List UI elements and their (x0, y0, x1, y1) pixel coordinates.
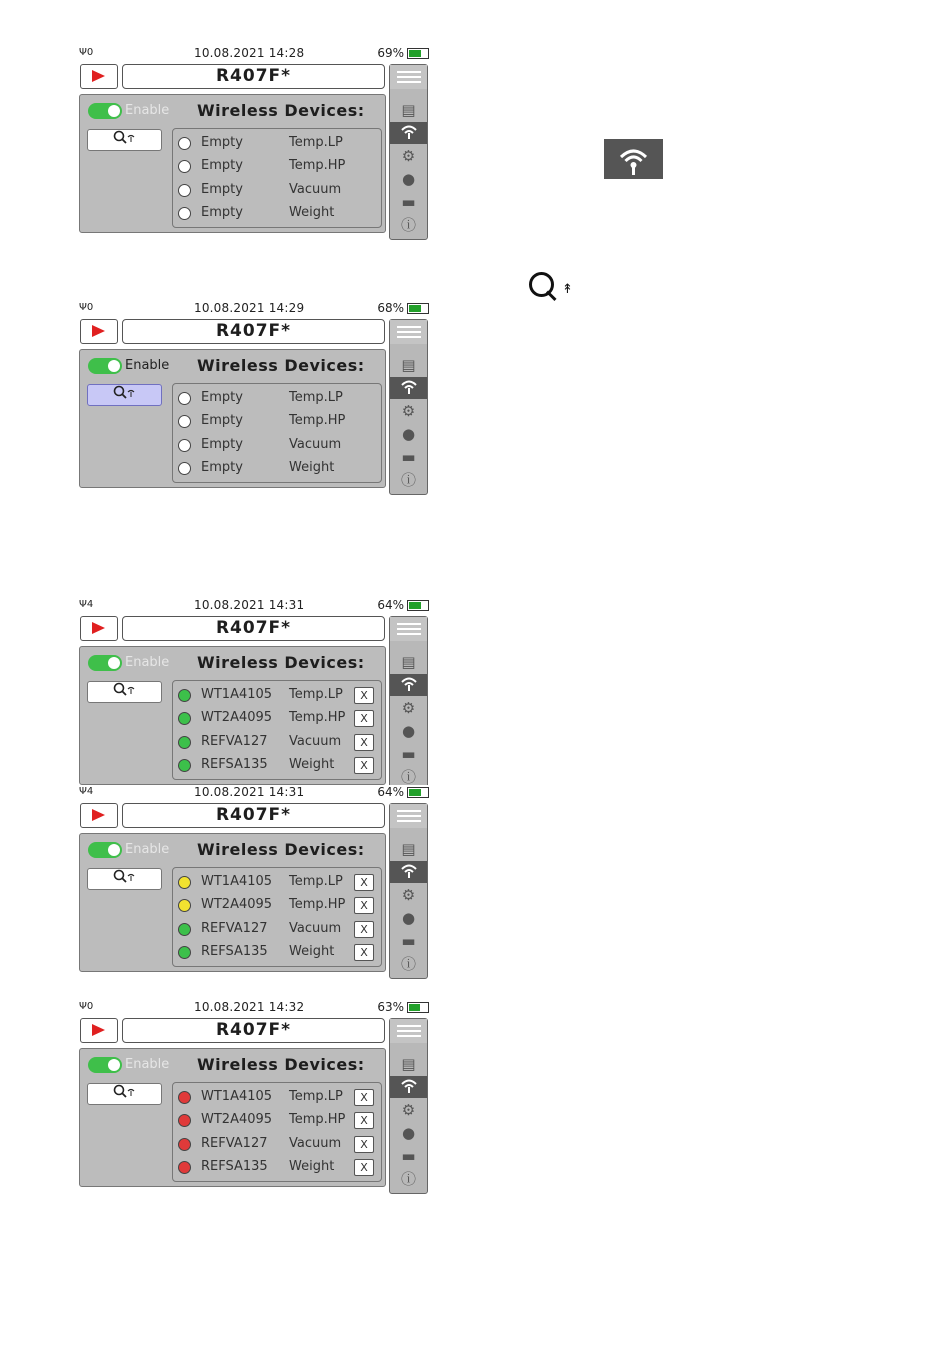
device-row[interactable] (173, 179, 381, 201)
side-menu (389, 319, 428, 495)
device-name: Empty (201, 204, 243, 220)
panel-heading: Wireless Devices: (197, 840, 365, 859)
device-type: Temp.HP (289, 413, 346, 429)
wireless-panel (79, 646, 386, 785)
device-name: REFSA135 (201, 756, 268, 772)
device-list (172, 680, 382, 780)
status-indicator (178, 137, 191, 150)
menu-icon[interactable] (390, 617, 427, 641)
ruler-icon[interactable]: ▬ (401, 745, 416, 763)
globe-icon[interactable]: ● (401, 170, 416, 188)
device-row[interactable] (173, 731, 381, 753)
panel-heading: Wireless Devices: (197, 101, 365, 120)
search-wireless-icon (112, 130, 138, 146)
enable-label: Enable (125, 103, 170, 118)
globe-icon[interactable]: ● (401, 1124, 416, 1142)
device-row[interactable] (173, 1086, 381, 1108)
side-menu (389, 64, 428, 240)
play-button[interactable] (80, 319, 118, 344)
wireless-icon[interactable] (390, 377, 427, 399)
signal-count: 4 (86, 599, 94, 610)
status-indicator (178, 184, 191, 197)
battery-percent: 69% (377, 46, 404, 60)
wireless-icon[interactable] (390, 861, 427, 883)
device-name: WT1A4105 (201, 1089, 273, 1104)
device-row[interactable] (173, 434, 381, 456)
play-button[interactable] (80, 1018, 118, 1043)
device-name: Empty (201, 459, 243, 475)
status-bar (77, 46, 429, 62)
status-bar (77, 301, 429, 317)
search-wireless-icon (112, 682, 138, 698)
globe-icon[interactable]: ● (401, 722, 416, 740)
device-row[interactable] (173, 132, 381, 154)
datetime: 10.08.2021 14:31 (194, 598, 305, 612)
info-icon[interactable]: ⓘ (400, 1170, 416, 1188)
menu-icon[interactable] (390, 1019, 427, 1043)
search-wireless-icon (112, 385, 138, 401)
device-name: WT1A4105 (201, 874, 273, 889)
layers-icon[interactable]: ▤ (401, 101, 416, 119)
status-indicator (178, 759, 191, 772)
battery-indicator (377, 598, 429, 612)
battery-percent: 68% (377, 301, 404, 315)
device-row[interactable] (173, 457, 381, 479)
battery-icon (407, 1002, 429, 1013)
enable-toggle[interactable] (88, 1057, 122, 1073)
remove-device-button[interactable]: X (354, 944, 374, 961)
signal-indicator: Ψ0 (79, 47, 94, 58)
device-row[interactable] (173, 941, 381, 963)
device-name: REFSA135 (201, 1158, 268, 1174)
device-row[interactable] (173, 754, 381, 776)
device-row[interactable] (173, 387, 381, 409)
device-screen (77, 785, 429, 980)
battery-indicator (377, 301, 429, 315)
refrigerant-title[interactable]: R407F* (122, 803, 385, 828)
play-button[interactable] (80, 803, 118, 828)
refrigerant-title[interactable]: R407F* (122, 319, 385, 344)
wireless-icon (604, 139, 663, 179)
gear-icon[interactable]: ⚙ (401, 699, 416, 717)
device-type: Weight (289, 943, 335, 959)
status-indicator (178, 462, 191, 475)
datetime: 10.08.2021 14:31 (194, 785, 305, 799)
side-menu (389, 803, 428, 979)
remove-device-button[interactable]: X (354, 897, 374, 914)
enable-label: Enable (125, 842, 170, 857)
device-name: REFSA135 (201, 943, 268, 959)
device-row[interactable] (173, 918, 381, 940)
ruler-icon[interactable]: ▬ (401, 1147, 416, 1165)
remove-device-button[interactable]: X (354, 1159, 374, 1176)
device-name: WT2A4095 (201, 710, 273, 726)
battery-indicator (377, 1000, 429, 1014)
device-name: WT2A4095 (201, 1112, 273, 1128)
status-indicator (178, 160, 191, 173)
globe-icon[interactable]: ● (401, 909, 416, 927)
device-type: Vacuum (289, 920, 342, 936)
device-name: Empty (201, 390, 243, 405)
device-row[interactable] (173, 410, 381, 432)
ruler-icon[interactable]: ▬ (401, 448, 416, 466)
signal-count: 0 (86, 1001, 94, 1012)
info-icon[interactable]: ⓘ (400, 955, 416, 973)
enable-label: Enable (125, 358, 170, 373)
status-indicator (178, 946, 191, 959)
ruler-icon[interactable]: ▬ (401, 193, 416, 211)
menu-icon[interactable] (390, 804, 427, 828)
wireless-icon[interactable] (390, 674, 427, 696)
wireless-icon[interactable] (390, 1076, 427, 1098)
status-indicator (178, 439, 191, 452)
device-row[interactable] (173, 684, 381, 706)
device-name: REFVA127 (201, 733, 268, 749)
ruler-icon[interactable]: ▬ (401, 932, 416, 950)
status-indicator (178, 899, 191, 912)
remove-device-button[interactable]: X (354, 734, 374, 751)
enable-toggle[interactable] (88, 842, 122, 858)
device-type: Weight (289, 756, 335, 772)
remove-device-button[interactable]: X (354, 687, 374, 704)
status-indicator (178, 1114, 191, 1127)
battery-percent: 64% (377, 785, 404, 799)
device-name: Empty (201, 158, 243, 174)
remove-device-button[interactable]: X (354, 921, 374, 938)
device-type: Temp.HP (289, 158, 346, 174)
enable-toggle[interactable] (88, 103, 122, 119)
device-screen (77, 46, 429, 241)
status-indicator (178, 712, 191, 725)
side-menu (389, 616, 428, 785)
remove-device-button[interactable]: X (354, 1089, 374, 1106)
device-screen (77, 301, 429, 496)
play-button[interactable] (80, 616, 118, 641)
panel-heading: Wireless Devices: (197, 356, 365, 375)
signal-indicator: Ψ4 (79, 786, 94, 797)
globe-icon[interactable]: ● (401, 425, 416, 443)
layers-icon[interactable]: ▤ (401, 1055, 416, 1073)
device-type: Temp.HP (289, 897, 346, 913)
status-indicator (178, 1161, 191, 1174)
device-row[interactable] (173, 1133, 381, 1155)
device-list (172, 1082, 382, 1182)
battery-percent: 63% (377, 1000, 404, 1014)
device-name: Empty (201, 436, 243, 452)
remove-device-button[interactable]: X (354, 710, 374, 727)
refrigerant-title[interactable]: R407F* (122, 616, 385, 641)
signal-count: 0 (86, 302, 94, 313)
signal-indicator: Ψ0 (79, 1001, 94, 1012)
device-name: Empty (201, 413, 243, 429)
device-type: Vacuum (289, 1135, 342, 1151)
datetime: 10.08.2021 14:28 (194, 46, 305, 60)
device-row[interactable] (173, 202, 381, 224)
battery-icon (407, 600, 429, 611)
search-wireless-icon (526, 268, 584, 306)
scan-button[interactable] (87, 384, 162, 406)
info-icon[interactable]: ⓘ (400, 768, 416, 785)
refrigerant-title[interactable]: R407F* (122, 64, 385, 89)
enable-label: Enable (125, 655, 170, 670)
layers-icon[interactable]: ▤ (401, 653, 416, 671)
device-type: Temp.LP (289, 874, 343, 889)
status-indicator (178, 876, 191, 889)
side-menu (389, 1018, 428, 1194)
device-list (172, 128, 382, 228)
wireless-panel (79, 833, 386, 972)
battery-indicator (377, 785, 429, 799)
device-type: Temp.LP (289, 687, 343, 702)
battery-icon (407, 48, 429, 59)
gear-icon[interactable]: ⚙ (401, 886, 416, 904)
device-row[interactable] (173, 155, 381, 177)
gear-icon[interactable]: ⚙ (401, 147, 416, 165)
status-indicator (178, 207, 191, 220)
enable-toggle[interactable] (88, 358, 122, 374)
device-type: Vacuum (289, 733, 342, 749)
info-icon[interactable]: ⓘ (400, 471, 416, 489)
signal-indicator: Ψ0 (79, 302, 94, 313)
status-bar (77, 785, 429, 801)
device-type: Temp.HP (289, 710, 346, 726)
device-type: Temp.LP (289, 390, 343, 405)
device-screen (77, 1000, 429, 1195)
device-row[interactable] (173, 1156, 381, 1178)
scan-button[interactable] (87, 681, 162, 703)
device-screen (77, 598, 429, 785)
status-indicator (178, 415, 191, 428)
signal-count: 0 (86, 47, 94, 58)
device-list (172, 383, 382, 483)
panel-heading: Wireless Devices: (197, 653, 365, 672)
search-wireless-icon (112, 1084, 138, 1100)
wireless-icon[interactable] (390, 122, 427, 144)
device-name: REFVA127 (201, 920, 268, 936)
remove-device-button[interactable]: X (354, 1112, 374, 1129)
refrigerant-title[interactable]: R407F* (122, 1018, 385, 1043)
scan-button[interactable] (87, 129, 162, 151)
remove-device-button[interactable]: X (354, 874, 374, 891)
device-name: Empty (201, 181, 243, 197)
gear-icon[interactable]: ⚙ (401, 402, 416, 420)
layers-icon[interactable]: ▤ (401, 356, 416, 374)
search-wireless-icon (112, 869, 138, 885)
device-type: Vacuum (289, 436, 342, 452)
battery-percent: 64% (377, 598, 404, 612)
wireless-panel (79, 94, 386, 233)
battery-icon (407, 787, 429, 798)
layers-icon[interactable]: ▤ (401, 840, 416, 858)
signal-count: 4 (86, 786, 94, 797)
device-type: Vacuum (289, 181, 342, 197)
status-indicator (178, 689, 191, 702)
status-bar (77, 598, 429, 614)
device-list (172, 867, 382, 967)
menu-icon[interactable] (390, 320, 427, 344)
battery-icon (407, 303, 429, 314)
status-indicator (178, 736, 191, 749)
status-bar (77, 1000, 429, 1016)
info-icon[interactable]: ⓘ (400, 216, 416, 234)
device-type: Temp.LP (289, 135, 343, 150)
status-indicator (178, 392, 191, 405)
menu-icon[interactable] (390, 65, 427, 89)
battery-indicator (377, 46, 429, 60)
gear-icon[interactable]: ⚙ (401, 1101, 416, 1119)
device-row[interactable] (173, 707, 381, 729)
device-name: Empty (201, 135, 243, 150)
remove-device-button[interactable]: X (354, 757, 374, 774)
device-name: REFVA127 (201, 1135, 268, 1151)
device-type: Weight (289, 1158, 335, 1174)
device-type: Weight (289, 204, 335, 220)
datetime: 10.08.2021 14:32 (194, 1000, 305, 1014)
scan-button[interactable] (87, 1083, 162, 1105)
antenna-icon: ↟ (562, 282, 573, 297)
device-name: WT2A4095 (201, 897, 273, 913)
enable-toggle[interactable] (88, 655, 122, 671)
enable-label: Enable (125, 1057, 170, 1072)
device-row[interactable] (173, 871, 381, 893)
wireless-icon-graphic (604, 139, 663, 179)
panel-heading: Wireless Devices: (197, 1055, 365, 1074)
device-type: Temp.LP (289, 1089, 343, 1104)
wireless-panel (79, 1048, 386, 1187)
device-row[interactable] (173, 1109, 381, 1131)
datetime: 10.08.2021 14:29 (194, 301, 305, 315)
remove-device-button[interactable]: X (354, 1136, 374, 1153)
status-indicator (178, 1091, 191, 1104)
device-type: Temp.HP (289, 1112, 346, 1128)
scan-button[interactable] (87, 868, 162, 890)
status-indicator (178, 923, 191, 936)
device-row[interactable] (173, 894, 381, 916)
wireless-panel (79, 349, 386, 488)
device-type: Weight (289, 459, 335, 475)
play-button[interactable] (80, 64, 118, 89)
device-name: WT1A4105 (201, 687, 273, 702)
status-indicator (178, 1138, 191, 1151)
signal-indicator: Ψ4 (79, 599, 94, 610)
